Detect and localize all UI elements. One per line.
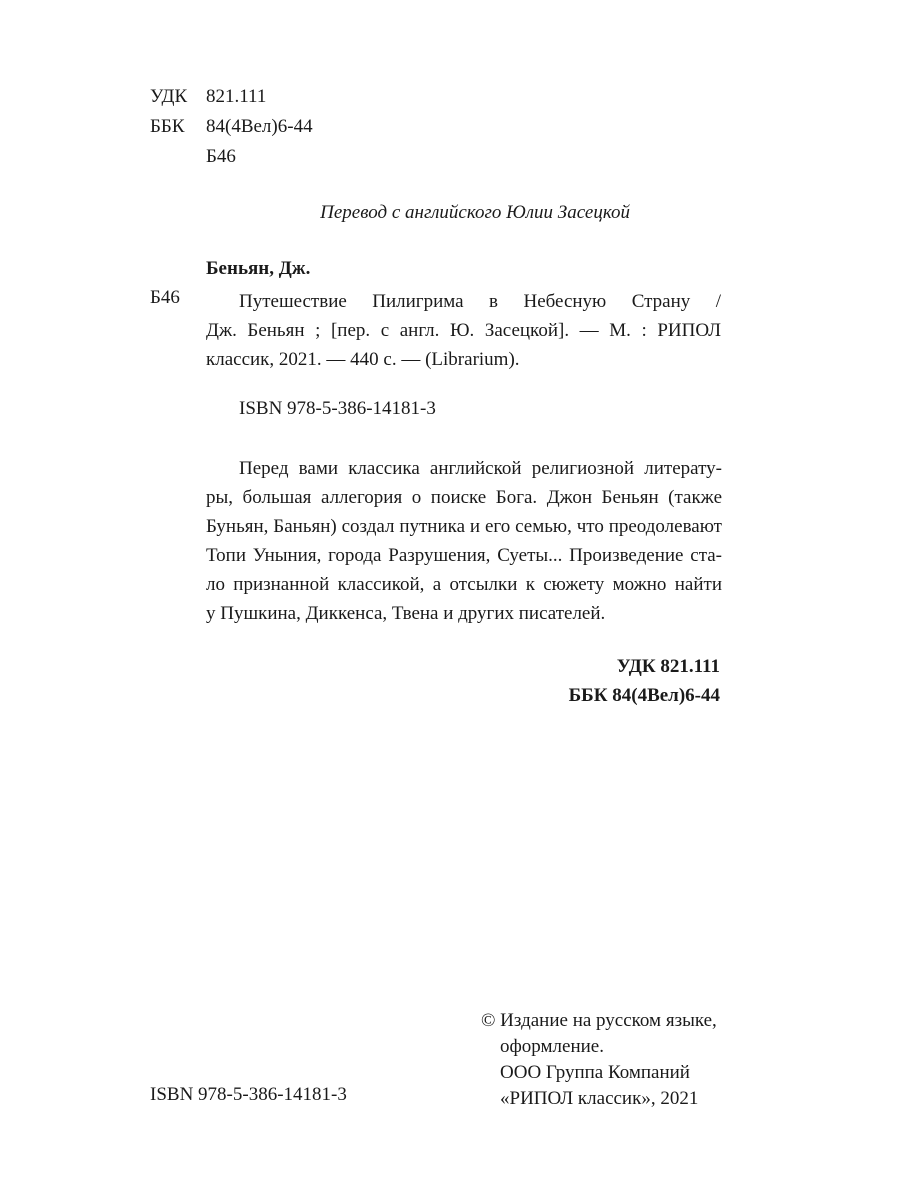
bbk-code-row: [0, 116, 600, 144]
copyright-notice: [481, 1008, 717, 1112]
annotation-paragraph: [206, 454, 722, 628]
annotation-line: ры, большая аллегория о поиске Бога. Джон Беньян (также: [206, 487, 722, 508]
bottom-bbk: ББК 84(4Вел)6-44: [568, 685, 720, 706]
copyright-line: «РИПОЛ классик», 2021: [500, 1088, 699, 1109]
catalog-line: Путешествие Пилигрима в Небесную Страну /: [239, 291, 721, 312]
annotation-line: Перед вами классика английской религиозной литерату-: [239, 458, 722, 479]
annotation-line: у Пушкина, Диккенса, Твена и других писателей.: [206, 603, 606, 624]
bbk-label: ББК: [150, 116, 185, 137]
udk-label: УДК: [150, 86, 188, 107]
catalog-isbn: ISBN 978-5-386-14181-3: [239, 398, 436, 419]
isbn-bottom: ISBN 978-5-386-14181-3: [150, 1084, 347, 1105]
translator-note: Перевод с английского Юлии Засецкой: [320, 202, 630, 223]
author-mark: Б46: [206, 146, 236, 167]
catalog-author: Беньян, Дж.: [206, 258, 311, 279]
annotation-line: Топи Уныния, города Разрушения, Суеты... Произведение ста-: [206, 545, 722, 566]
bottom-udk: УДК 821.111: [616, 656, 720, 677]
copyright-line: ООО Группа Компаний: [500, 1062, 690, 1083]
udk-code-row: [0, 86, 600, 114]
copyright-line: оформление.: [500, 1036, 604, 1057]
catalog-line: классик, 2021. — 440 с. — (Librarium).: [206, 349, 520, 370]
bbk-value: 84(4Вел)6-44: [206, 116, 313, 137]
bottom-classification-codes: [569, 652, 720, 710]
udk-value: 821.111: [206, 86, 267, 107]
author-mark-row: [0, 146, 600, 174]
catalog-author-mark: Б46: [150, 287, 180, 308]
annotation-line: ло признанной классикой, а отсылки к сюжету можно найти: [206, 574, 722, 595]
annotation-line: Буньян, Баньян) создал путника и его семью, что преодолевают: [206, 516, 722, 537]
catalog-entry-description: [206, 287, 721, 374]
catalog-line: Дж. Беньян ; [пер. с англ. Ю. Засецкой]. — М. : РИПОЛ: [206, 320, 721, 341]
copyright-line: © Издание на русском языке,: [481, 1010, 717, 1031]
